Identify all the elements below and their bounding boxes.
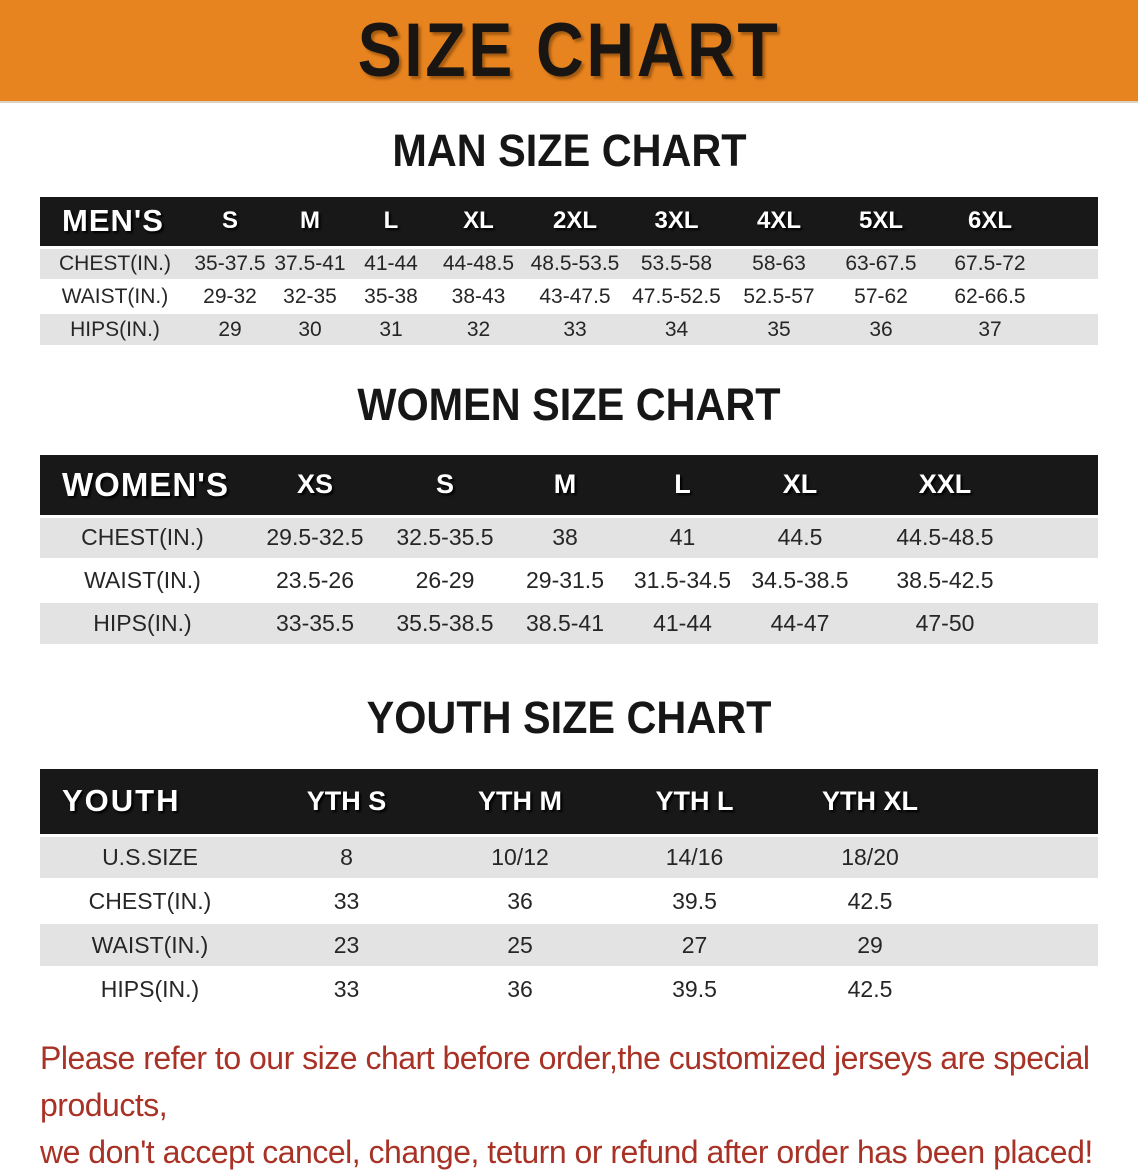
size-value-cell: 34.5-38.5 — [751, 567, 849, 593]
size-value-cell: 44-48.5 — [442, 251, 515, 275]
womens-size-table — [40, 455, 1098, 646]
size-value-cell: 44.5 — [777, 524, 823, 551]
row-label: CHEST(IN.) — [88, 887, 212, 914]
youth-col-xl: YTH XL — [782, 769, 958, 835]
size-value-cell: 35 — [767, 317, 791, 341]
size-value-cell: 23 — [333, 931, 360, 958]
youth-hips-row — [40, 967, 1098, 1011]
size-value-cell: 32-35 — [283, 284, 337, 308]
mens-col-5xl: 5XL — [830, 197, 932, 247]
size-value-cell: 31 — [379, 317, 403, 341]
youth-waist-row — [40, 923, 1098, 967]
size-value-cell: 34 — [664, 317, 689, 341]
womens-header-label: WOMEN'S — [40, 455, 245, 516]
size-value-cell: 30 — [298, 317, 322, 341]
man-section-heading — [0, 125, 1138, 177]
size-value-cell: 29-31.5 — [525, 567, 604, 593]
size-value-cell: 35.5-38.5 — [396, 610, 494, 636]
youth-col-filler — [958, 769, 1098, 835]
size-value-cell: 33 — [333, 887, 360, 914]
size-value-cell: 26-29 — [415, 567, 475, 593]
row-label: HIPS(IN.) — [70, 317, 160, 341]
size-value-cell: 36 — [507, 976, 533, 1002]
row-label: HIPS(IN.) — [93, 610, 192, 636]
size-value-cell: 35-37.5 — [194, 251, 266, 275]
youth-ussize-row — [40, 835, 1098, 879]
disclaimer-line-1: Please refer to our size chart before order,the customized jerseys are special products, — [40, 1040, 1090, 1123]
mens-hips-row — [40, 313, 1098, 346]
man-section-heading-text: MAN SIZE CHART — [391, 125, 747, 176]
size-value-cell: 44.5-48.5 — [896, 524, 994, 551]
size-value-cell: 32.5-35.5 — [396, 524, 494, 551]
size-value-cell: 62-66.5 — [954, 284, 1026, 308]
row-label: HIPS(IN.) — [100, 976, 200, 1002]
size-value-cell: 41-44 — [364, 251, 418, 275]
womens-col-m: M — [505, 455, 625, 516]
size-value-cell: 38 — [552, 524, 578, 551]
womens-hips-row — [40, 602, 1098, 645]
womens-col-xxl: XXL — [860, 455, 1030, 516]
size-value-cell: 37.5-41 — [274, 251, 346, 275]
womens-col-l: L — [625, 455, 740, 516]
womens-col-s: S — [385, 455, 505, 516]
youth-section-heading — [0, 692, 1138, 744]
youth-header-label: YOUTH — [40, 769, 260, 835]
size-value-cell: 32 — [466, 317, 491, 341]
mens-col-2xl: 2XL — [525, 197, 625, 247]
size-value-cell: 43-47.5 — [539, 284, 611, 308]
filler-cell — [1048, 247, 1098, 280]
mens-col-4xl: 4XL — [728, 197, 830, 247]
size-value-cell: 25 — [507, 931, 533, 958]
size-value-cell: 53.5-58 — [640, 251, 713, 275]
size-value-cell: 33 — [333, 976, 360, 1002]
order-disclaimer-note — [40, 1035, 1138, 1176]
youth-size-table — [40, 769, 1098, 1011]
row-label: WAIST(IN.) — [61, 284, 169, 308]
filler-cell — [958, 879, 1098, 923]
women-section-heading — [0, 379, 1138, 431]
youth-header-row — [40, 769, 1098, 835]
row-label: U.S.SIZE — [102, 843, 198, 870]
size-value-cell: 58-63 — [752, 251, 806, 275]
mens-col-s: S — [190, 197, 270, 247]
youth-col-s: YTH S — [260, 769, 433, 835]
womens-waist-row — [40, 559, 1098, 602]
size-value-cell: 38.5-41 — [525, 610, 604, 636]
youth-col-m: YTH M — [433, 769, 607, 835]
size-value-cell: 18/20 — [841, 843, 899, 870]
womens-col-filler — [1030, 455, 1098, 516]
size-value-cell: 29.5-32.5 — [266, 524, 364, 551]
size-value-cell: 10/12 — [491, 843, 549, 870]
mens-size-table — [40, 197, 1098, 347]
mens-col-filler — [1048, 197, 1098, 247]
filler-cell — [1048, 313, 1098, 346]
size-chart-banner — [0, 0, 1138, 103]
size-value-cell: 31.5-34.5 — [633, 567, 732, 593]
size-value-cell: 57-62 — [854, 284, 908, 308]
banner-title: SIZE CHART — [357, 8, 781, 93]
disclaimer-line-2: we don't accept cancel, change, teturn or refund after order has been placed! — [40, 1134, 1093, 1170]
filler-cell — [1030, 559, 1098, 602]
filler-cell — [958, 967, 1098, 1011]
mens-col-l: L — [350, 197, 432, 247]
size-value-cell: 27 — [681, 931, 708, 958]
size-value-cell: 42.5 — [847, 976, 893, 1002]
size-value-cell: 39.5 — [672, 887, 717, 914]
size-value-cell: 8 — [340, 843, 353, 870]
row-label: WAIST(IN.) — [84, 567, 201, 593]
mens-waist-row — [40, 280, 1098, 313]
size-value-cell: 33 — [563, 317, 587, 341]
row-label: CHEST(IN.) — [81, 524, 204, 551]
womens-header-row — [40, 455, 1098, 516]
size-value-cell: 41-44 — [653, 610, 712, 636]
row-label: WAIST(IN.) — [91, 931, 209, 958]
filler-cell — [958, 923, 1098, 967]
size-value-cell: 23.5-26 — [275, 567, 354, 593]
size-value-cell: 47-50 — [915, 610, 975, 636]
mens-col-6xl: 6XL — [932, 197, 1048, 247]
filler-cell — [958, 835, 1098, 879]
womens-col-xl: XL — [740, 455, 860, 516]
youth-col-l: YTH L — [607, 769, 782, 835]
size-value-cell: 33-35.5 — [275, 610, 354, 636]
mens-header-row — [40, 197, 1098, 247]
size-value-cell: 39.5 — [672, 976, 717, 1002]
mens-chest-row — [40, 247, 1098, 280]
mens-col-m: M — [270, 197, 350, 247]
youth-chest-row — [40, 879, 1098, 923]
size-value-cell: 29 — [218, 317, 242, 341]
size-value-cell: 36 — [869, 317, 893, 341]
mens-col-3xl: 3XL — [625, 197, 728, 247]
size-value-cell: 67.5-72 — [954, 251, 1026, 275]
filler-cell — [1030, 602, 1098, 645]
filler-cell — [1030, 516, 1098, 559]
womens-chest-row — [40, 516, 1098, 559]
size-value-cell: 14/16 — [665, 843, 724, 870]
women-section-heading-text: WOMEN SIZE CHART — [357, 379, 781, 430]
size-value-cell: 38.5-42.5 — [896, 567, 994, 593]
womens-col-xs: XS — [245, 455, 385, 516]
mens-col-xl: XL — [432, 197, 525, 247]
size-value-cell: 37 — [978, 317, 1002, 341]
size-value-cell: 29-32 — [203, 284, 257, 308]
row-label: CHEST(IN.) — [59, 251, 171, 275]
size-value-cell: 48.5-53.5 — [530, 251, 620, 275]
mens-header-label: MEN'S — [40, 197, 190, 247]
size-value-cell: 63-67.5 — [845, 251, 917, 275]
size-value-cell: 42.5 — [847, 887, 893, 914]
size-value-cell: 29 — [857, 931, 883, 958]
youth-section-heading-text: YOUTH SIZE CHART — [366, 692, 772, 743]
size-value-cell: 41 — [669, 524, 696, 551]
size-value-cell: 38-43 — [451, 284, 506, 308]
size-value-cell: 52.5-57 — [743, 284, 815, 308]
size-value-cell: 35-38 — [364, 284, 418, 308]
size-value-cell: 36 — [507, 887, 533, 914]
size-value-cell: 44-47 — [770, 610, 830, 636]
filler-cell — [1048, 280, 1098, 313]
size-value-cell: 47.5-52.5 — [632, 284, 721, 308]
